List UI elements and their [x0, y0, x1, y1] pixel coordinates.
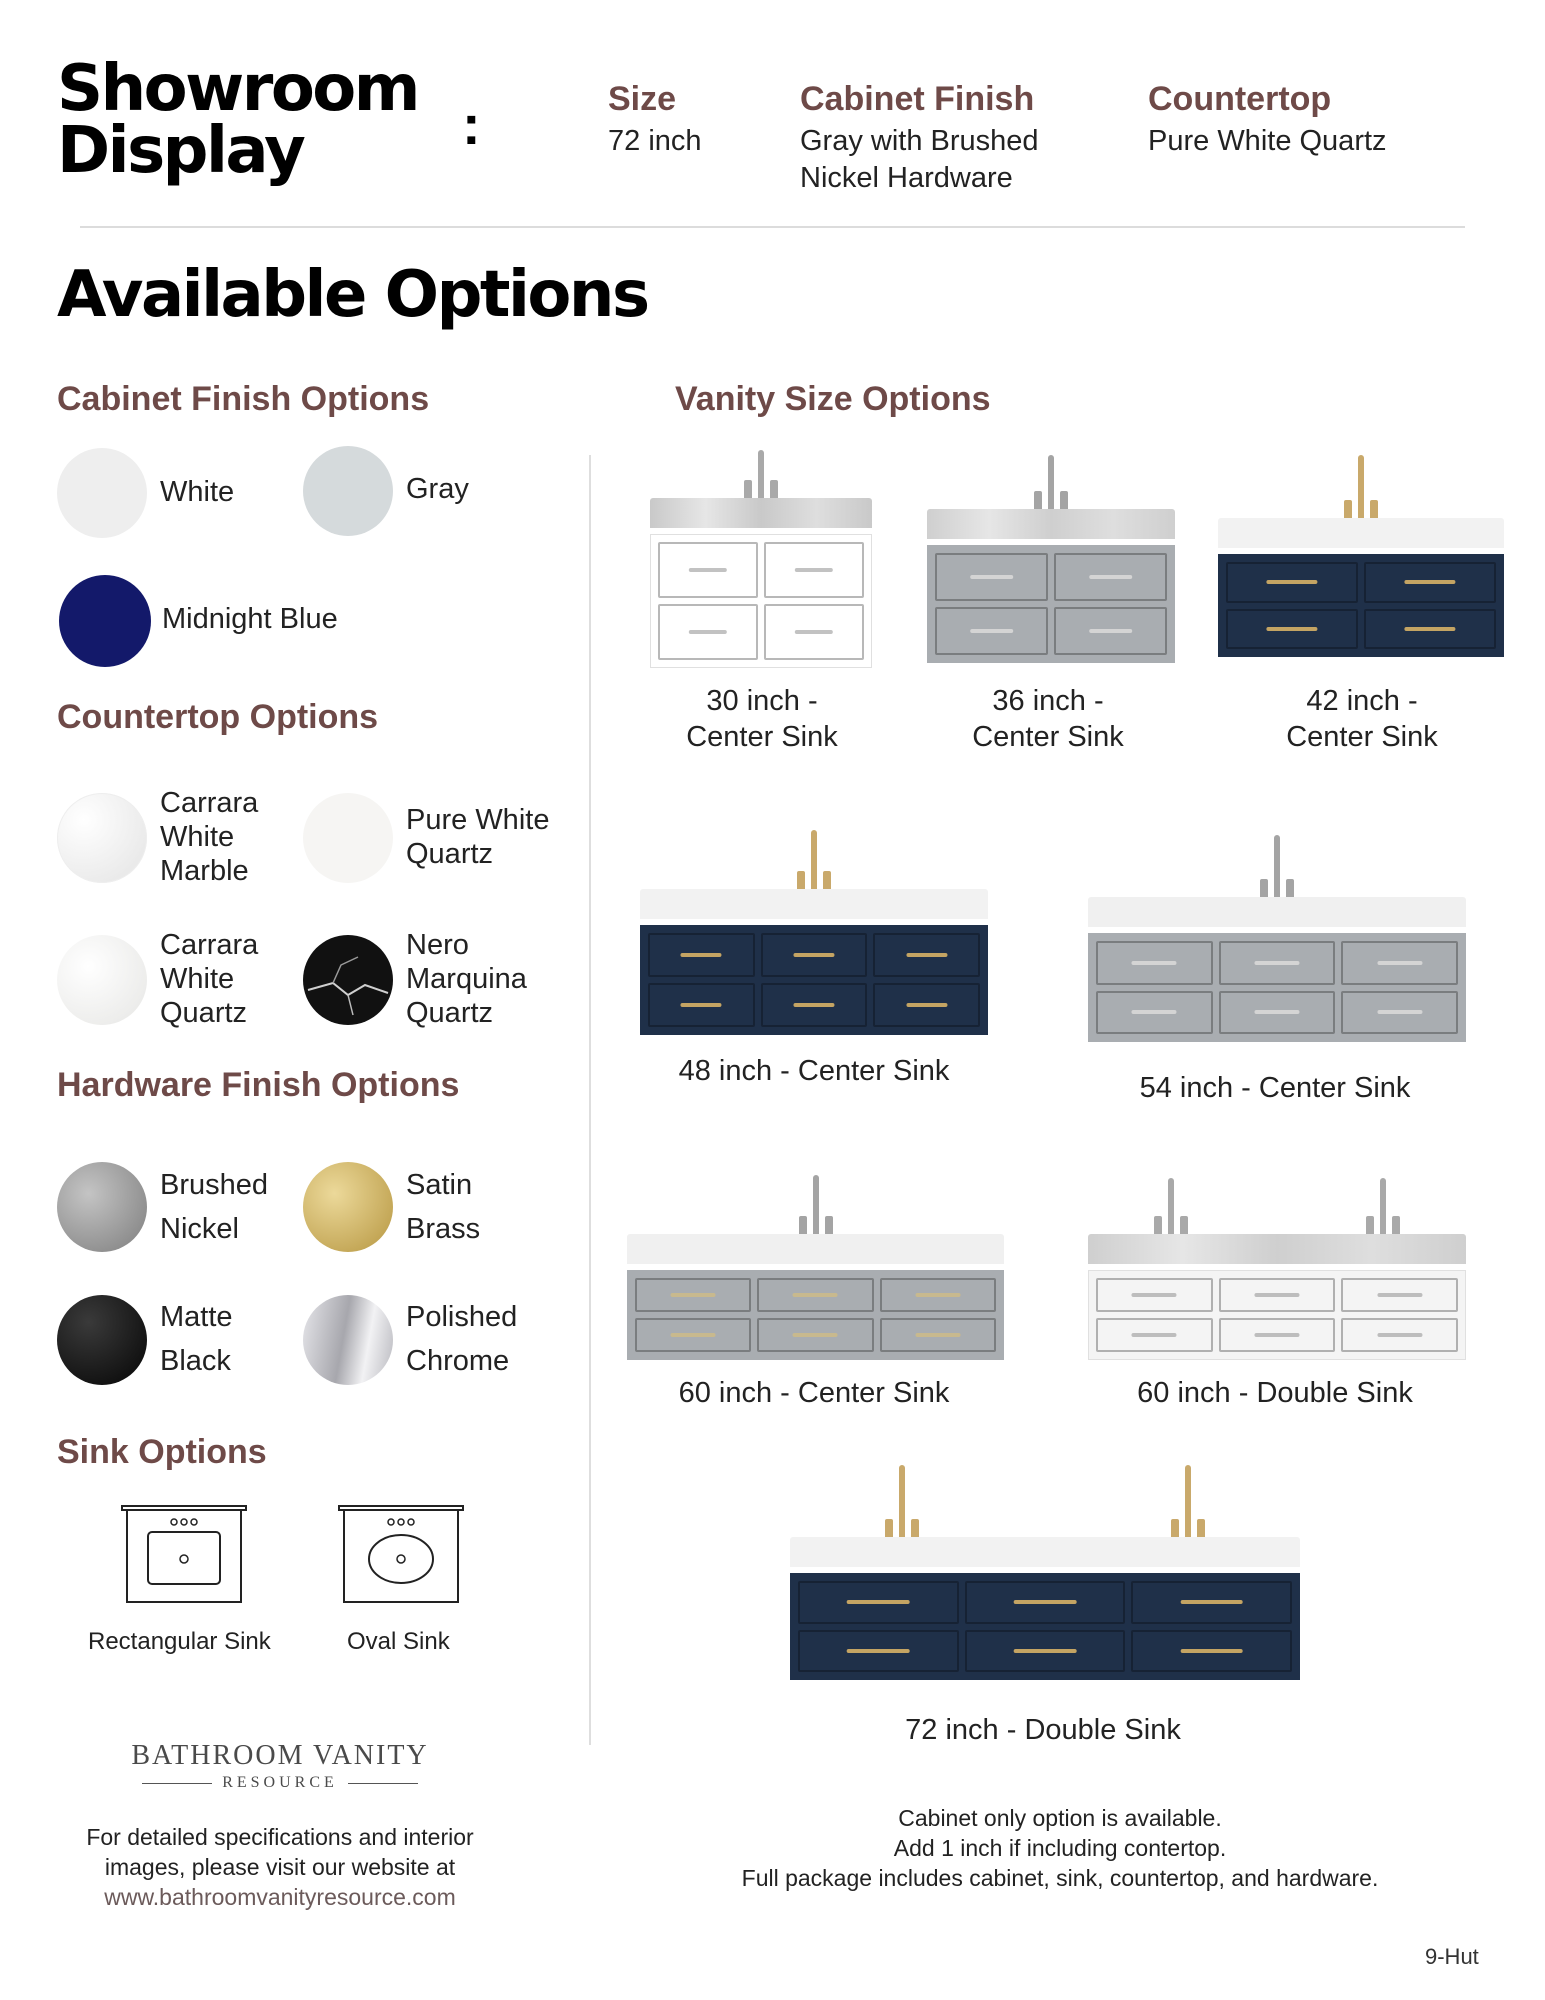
oval-sink-icon — [337, 1504, 465, 1606]
drawer — [1096, 1318, 1213, 1352]
drawer — [1364, 562, 1496, 603]
spec-cabinet-finish — [800, 80, 1039, 197]
drawer — [1131, 1581, 1292, 1624]
vanity-48-center — [640, 830, 988, 1035]
vanity-72-double — [790, 1465, 1300, 1680]
drawer — [798, 1630, 959, 1673]
drawer — [648, 933, 755, 977]
drawer — [757, 1318, 873, 1352]
countertop — [1088, 1234, 1466, 1270]
spec-size-label: Size — [608, 80, 677, 118]
drawer — [764, 604, 864, 660]
countertop-label-carrara-marble: Carrara White Marble — [160, 787, 259, 887]
drawer — [1341, 941, 1458, 985]
drawer — [873, 933, 980, 977]
swatch-matte-black — [57, 1295, 147, 1385]
faucet-icon — [1168, 1178, 1174, 1236]
countertop — [627, 1234, 1004, 1270]
sink-label-oval: Oval Sink — [347, 1628, 450, 1655]
swatch-polished-chrome — [303, 1295, 393, 1385]
drawer — [635, 1318, 751, 1352]
drawer — [1131, 1630, 1292, 1673]
drawer — [1226, 609, 1358, 650]
drawer — [1341, 1318, 1458, 1352]
spec-cabinet-finish-value-1: Gray with Brushed — [800, 125, 1039, 157]
title-line-2: Display — [57, 114, 304, 188]
drawer — [648, 983, 755, 1027]
drawer — [965, 1581, 1126, 1624]
countertop — [1088, 897, 1466, 933]
countertop — [927, 509, 1175, 545]
countertop-label-pure-white: Pure White Quartz — [406, 804, 550, 870]
rectangular-sink-icon — [120, 1504, 248, 1606]
brand-rule-left — [142, 1783, 212, 1784]
vanity-60-double — [1088, 1178, 1466, 1360]
hardware-label-polished-chrome: Polished Chrome — [406, 1301, 518, 1377]
drawer — [1054, 607, 1167, 655]
drawer — [1341, 991, 1458, 1035]
faucet-icon — [1185, 1465, 1191, 1539]
available-options-title: Available Options — [57, 258, 648, 332]
drawer — [658, 604, 758, 660]
swatch-midnight-blue — [59, 575, 151, 667]
swatch-white — [57, 448, 147, 538]
cabinet-body — [640, 925, 988, 1035]
website-link[interactable]: www.bathroomvanityresource.com — [104, 1884, 456, 1910]
cabinet-body — [1218, 554, 1504, 657]
drawer — [1219, 991, 1336, 1035]
cabinet-body — [1088, 1270, 1466, 1360]
vanity-36-center — [927, 455, 1175, 663]
vanity-label-42: 42 inch - Center Sink — [1286, 685, 1438, 753]
vanity-label-30: 30 inch - Center Sink — [686, 685, 838, 753]
drawer — [1054, 553, 1167, 601]
vanity-size-heading: Vanity Size Options — [675, 380, 991, 418]
swatch-satin-brass — [303, 1162, 393, 1252]
drawer — [761, 983, 868, 1027]
faucet-icon — [899, 1465, 905, 1539]
marble-veins-icon — [303, 935, 393, 1025]
drawer — [1226, 562, 1358, 603]
vanity-label-60-center: 60 inch - Center Sink — [678, 1377, 950, 1409]
sink-label-rectangular: Rectangular Sink — [88, 1628, 271, 1655]
vanity-label-48: 48 inch - Center Sink — [678, 1055, 950, 1087]
page-title — [57, 52, 418, 188]
finish-label-white: White — [160, 476, 235, 508]
column-divider — [589, 455, 591, 1745]
drawer — [1096, 1278, 1213, 1312]
sink-heading: Sink Options — [57, 1433, 267, 1471]
faucet-icon — [811, 830, 817, 891]
brand-subtitle: RESOURCE — [222, 1774, 338, 1791]
drawer — [798, 1581, 959, 1624]
faucet-icon — [758, 450, 764, 500]
countertop — [1218, 518, 1504, 554]
swatch-brushed-nickel — [57, 1162, 147, 1252]
drawer — [1096, 991, 1213, 1035]
brand-rule-right — [348, 1783, 418, 1784]
faucet-icon — [1048, 455, 1054, 511]
title-colon: : — [462, 93, 481, 156]
countertop-label-carrara-quartz: Carrara White Quartz — [160, 929, 259, 1029]
spec-countertop-label: Countertop — [1148, 80, 1332, 118]
cabinet-finish-heading: Cabinet Finish Options — [57, 380, 430, 418]
drawer — [635, 1278, 751, 1312]
brand-logo — [110, 1740, 450, 1792]
hardware-label-satin-brass: Satin Brass — [406, 1169, 481, 1245]
faucet-icon — [813, 1175, 819, 1236]
vanity-30-center — [650, 450, 872, 668]
spec-cabinet-finish-label: Cabinet Finish — [800, 80, 1035, 118]
drawer — [1219, 1278, 1336, 1312]
vanity-label-36: 36 inch - Center Sink — [972, 685, 1124, 753]
cabinet-body — [650, 534, 872, 668]
countertop — [650, 498, 872, 534]
faucet-icon — [1380, 1178, 1386, 1236]
finish-label-gray: Gray — [406, 473, 469, 505]
drawer — [873, 983, 980, 1027]
vanity-label-60-double: 60 inch - Double Sink — [1137, 1377, 1413, 1409]
drawer — [658, 542, 758, 598]
swatch-carrara-quartz — [57, 935, 147, 1025]
drawer — [764, 542, 864, 598]
drawer — [965, 1630, 1126, 1673]
spec-countertop — [1148, 80, 1387, 160]
countertop — [790, 1537, 1300, 1573]
swatch-carrara-marble — [57, 793, 147, 883]
drawer — [1364, 609, 1496, 650]
vanity-54-center — [1088, 835, 1466, 1042]
faucet-icon — [1274, 835, 1280, 899]
countertop-heading: Countertop Options — [57, 698, 379, 736]
countertop-label-nero-marquina: Nero Marquina Quartz — [406, 929, 527, 1029]
hardware-label-matte-black: Matte Black — [160, 1301, 233, 1377]
brand-name: BATHROOM VANITY — [131, 1740, 429, 1771]
title-line-1: Showroom — [57, 52, 418, 126]
vanity-60-center — [627, 1175, 1004, 1360]
cabinet-body — [790, 1573, 1300, 1680]
cabinet-body — [927, 545, 1175, 663]
hardware-heading: Hardware Finish Options — [57, 1066, 460, 1104]
vanity-42-center — [1218, 455, 1504, 657]
swatch-pure-white-quartz — [303, 793, 393, 883]
swatch-gray — [303, 446, 393, 536]
faucet-icon — [1358, 455, 1364, 520]
vanity-label-54: 54 inch - Center Sink — [1139, 1072, 1411, 1104]
spec-size — [608, 80, 702, 160]
cabinet-body — [1088, 933, 1466, 1042]
spec-size-value: 72 inch — [608, 125, 702, 157]
drawer — [880, 1318, 996, 1352]
drawer — [761, 933, 868, 977]
drawer — [757, 1278, 873, 1312]
cabinet-body — [627, 1270, 1004, 1360]
spec-countertop-value: Pure White Quartz — [1148, 125, 1387, 157]
spec-cabinet-finish-value-2: Nickel Hardware — [800, 162, 1013, 194]
drawer — [880, 1278, 996, 1312]
header-divider — [80, 226, 1465, 228]
drawer — [1219, 1318, 1336, 1352]
page-code: 9-Hut — [1425, 1944, 1479, 1969]
drawer — [935, 553, 1048, 601]
footer-right-note: Cabinet only option is available. Add 1 inch if including contertop. Full package includes cabinet, sink, countertop, and hardware. — [741, 1805, 1379, 1891]
vanity-label-72-double: 72 inch - Double Sink — [905, 1714, 1181, 1746]
finish-label-midnight-blue: Midnight Blue — [162, 603, 338, 635]
footer-left-note: For detailed specifications and interior images, please visit our website at www.bathroomvanityresource.com — [40, 1822, 520, 1912]
hardware-label-brushed-nickel: Brushed Nickel — [160, 1169, 269, 1245]
drawer — [935, 607, 1048, 655]
drawer — [1219, 941, 1336, 985]
drawer — [1096, 941, 1213, 985]
drawer — [1341, 1278, 1458, 1312]
countertop — [640, 889, 988, 925]
swatch-nero-marquina — [303, 935, 393, 1025]
